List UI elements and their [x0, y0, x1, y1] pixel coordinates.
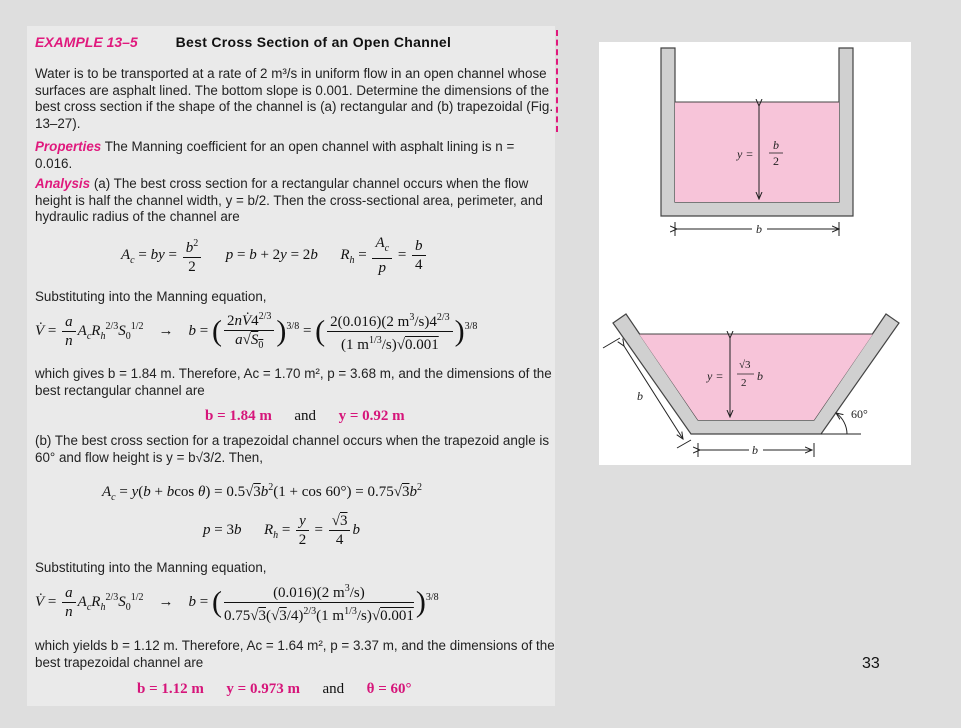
- equation-manning-rectangular: V̇ = $\frac{a}{n}$ $A_cR_h^{2/3}S_0^{1/2}$ → b = ( $\frac{2nV̇4^{2/3}}{a√S_0}$ )$^{3/8}$ = ( $\frac{2(0.016)(2 m^3/s)4^{2/3}}{(1 m^{1/3}/s)√0.001}$ )$^{3/8}$: [35, 308, 477, 355]
- trap-side-tick-bottom: [677, 440, 691, 448]
- trap-y-tail: b: [757, 369, 763, 383]
- example-header: [35, 34, 451, 50]
- final-b-trap: b = 1.12 m: [137, 681, 204, 697]
- rect-frac-den: 2: [773, 154, 779, 168]
- trap-side-label: b: [637, 389, 643, 403]
- channel-figure: [599, 42, 911, 465]
- trap-frac-den: 2: [741, 377, 747, 389]
- analysis-label: Analysis: [35, 176, 91, 191]
- angle-arc: [836, 413, 847, 434]
- figure-panel: [599, 42, 911, 465]
- problem-statement: Water is to be transported at a rate of 2 m³/s in uniform flow in an open channel whose surfaces are asphalt lined. The bottom slope is 0.001. Determine the dimensions of the best cross section if the shape of the channel is (a) rectangular and (b) trapezoidal (Fig. 13–27).: [35, 66, 554, 131]
- properties-label: Properties: [35, 139, 102, 154]
- trap-y-label: y =: [707, 369, 724, 383]
- analysis-paragraph: [35, 176, 555, 226]
- final-trapezoidal-dimensions: [137, 681, 412, 698]
- substitution-text-2: Substituting into the Manning equation,: [35, 560, 267, 575]
- example-title: Best Cross Section of an Open Channel: [175, 34, 452, 50]
- rect-frac-num: b: [773, 138, 779, 152]
- equation-trapezoid-perimeter-radius: p = 3b $R_h$ = $\frac{y}{2}$ = $\frac{√3}{4}$ b: [203, 513, 360, 548]
- substitution-text-1: Substituting into the Manning equation,: [35, 289, 267, 304]
- properties-text: The Manning coefficient for an open channel with asphalt lining is n = 0.016.: [35, 139, 515, 171]
- trap-frac-num: √3: [739, 359, 751, 371]
- angle-label: 60°: [851, 407, 868, 421]
- properties-paragraph: [35, 139, 555, 172]
- result-text-1: which gives b = 1.84 m. Therefore, Ac = 1.70 m², p = 3.68 m, and the dimensions of the best rectangular channel are: [35, 366, 552, 398]
- part-b-text: (b) The best cross section for a trapezoidal channel occurs when the trapezoid angle is 60° and flow height is y = b√3/2. Then,: [35, 433, 550, 465]
- page-number: 33: [862, 655, 880, 672]
- equation-manning-trapezoidal: V̇ = $\frac{a}{n}$ $A_cR_h^{2/3}S_0^{1/2}$ → b = ( $\frac{(0.016)(2 m^3/s)}{0.75√3(√3/4)^{2/3}(1 m^{1/3}/s)√0.001}$ )$^{3/8}$: [35, 580, 439, 625]
- rectangular-channel: [661, 48, 853, 236]
- final-y-trap: y = 0.973 m: [226, 681, 300, 697]
- final-and-trap: and: [322, 681, 345, 697]
- final-theta-trap: θ = 60°: [366, 681, 412, 697]
- final-and-rect: and: [294, 408, 317, 424]
- equation-area-perimeter-radius: $A_c$ = by = $\frac{b^2}{2}$ p = b + 2y = 2b $R_h$ = $\frac{A_c}{p}$ = $\frac{b}{4}$: [121, 234, 428, 277]
- final-rectangular-dimensions: [205, 408, 405, 425]
- result-text-2: which yields b = 1.12 m. Therefore, Ac = 1.64 m², p = 3.37 m, and the dimensions of the best trapezoidal channel are: [35, 638, 555, 670]
- example-panel: [27, 26, 555, 706]
- rect-y-label: y =: [737, 147, 754, 161]
- trap-bottom-label: b: [752, 443, 758, 457]
- trapezoidal-channel: [603, 314, 899, 457]
- trap-side-tick-top: [603, 338, 620, 348]
- example-label: EXAMPLE 13–5: [35, 34, 138, 50]
- rect-water: [675, 102, 839, 202]
- final-y-rect: y = 0.92 m: [338, 408, 405, 424]
- margin-dashed-rule: [556, 30, 558, 132]
- final-b-rect: b = 1.84 m: [205, 408, 272, 424]
- analysis-text: (a) The best cross section for a rectangular channel occurs when the flow height is half the channel width, y = b/2. Then the cross-sectional area, perimeter, and hydraulic radius of the channel are: [35, 176, 543, 224]
- equation-trapezoid-area: $A_c = y(b + bcos$ $\theta) = 0.5√3b^2(1 + \cos 60^\circ) = 0.75√3b^2$: [102, 482, 422, 503]
- rect-width-label: b: [756, 222, 762, 236]
